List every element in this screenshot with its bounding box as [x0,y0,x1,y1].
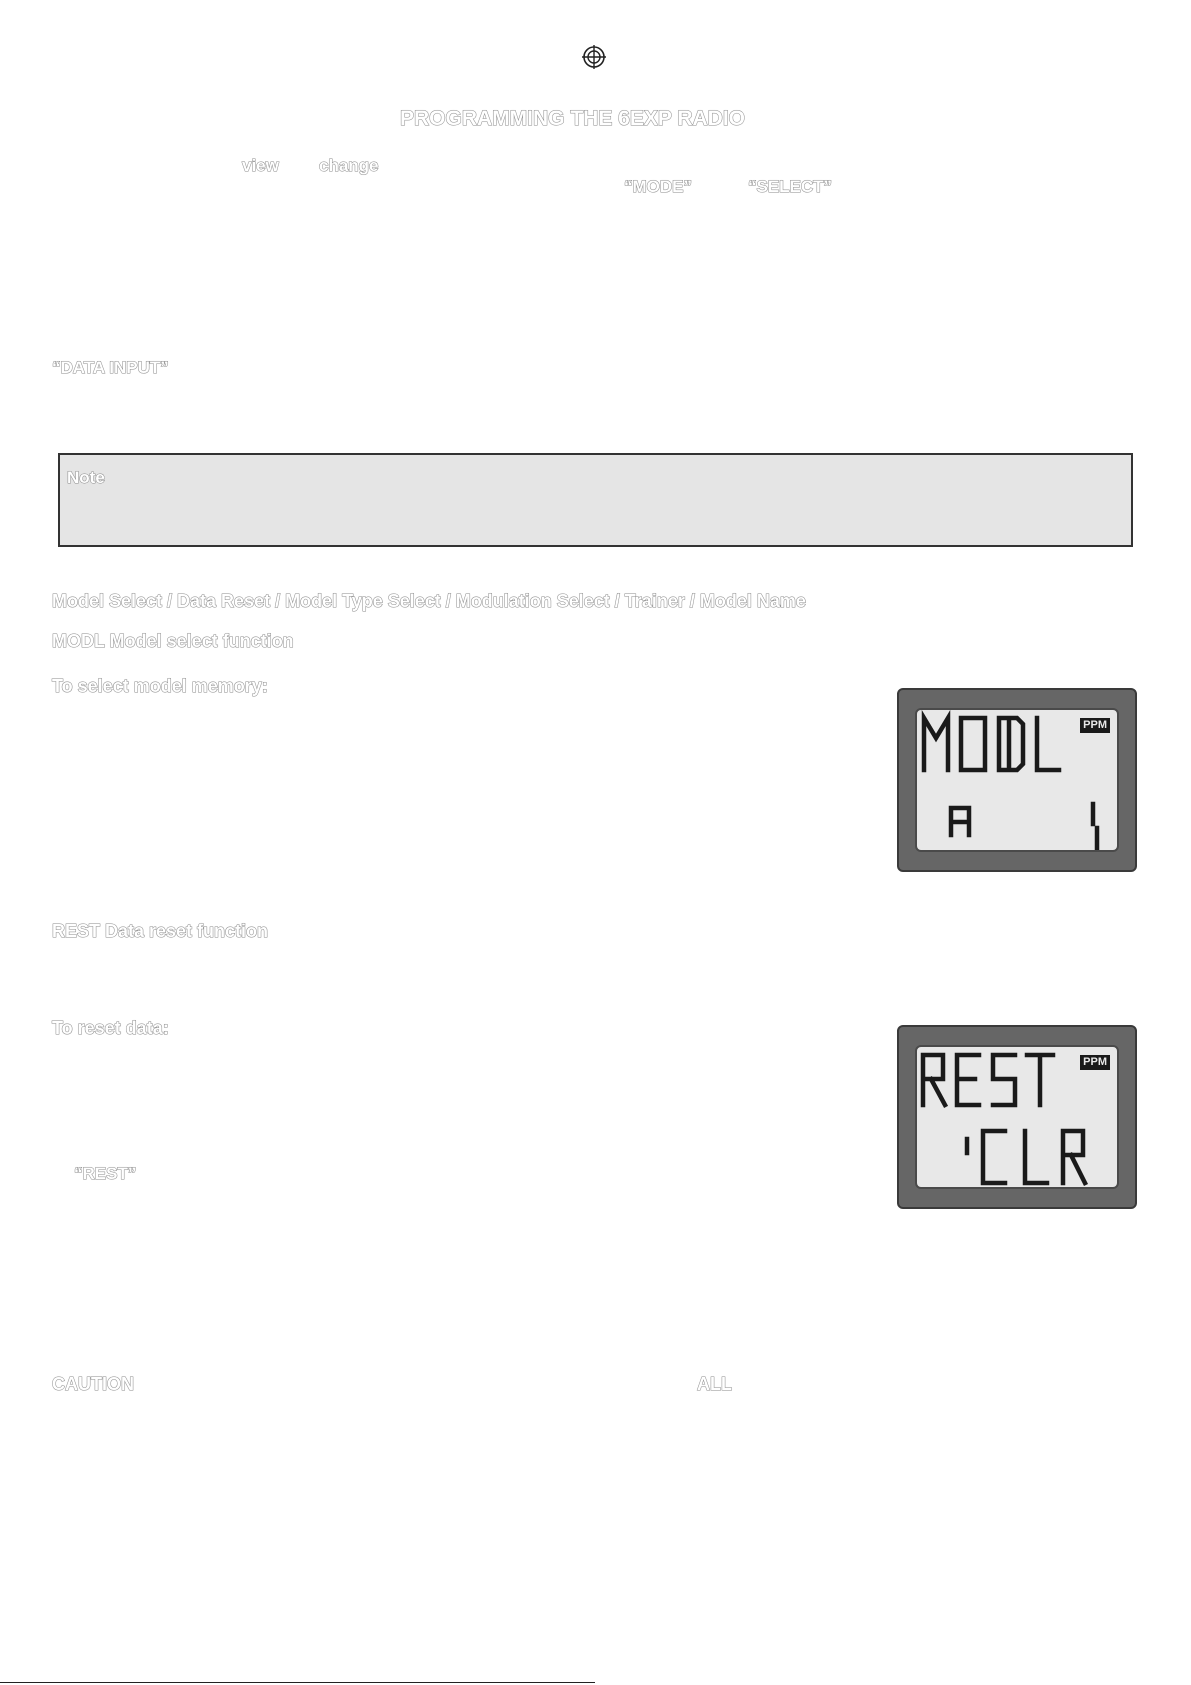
note-label: Note [67,468,105,487]
lcd-display-modl [897,688,1137,872]
intro-mode-term: “MODE” [624,177,692,196]
rest-inline-term: “REST” [74,1164,137,1183]
all-term: ALL [697,1374,732,1394]
lcd-screen [915,1045,1119,1189]
footer-rule [0,1682,595,1683]
page-title: PROGRAMMING THE 6EXP RADIO [400,107,745,130]
rest-heading: REST Data reset function [52,921,269,941]
intro-change-term: change [319,156,379,175]
modl-heading: MODL Model select function [52,631,294,651]
registration-mark-icon [581,44,607,70]
intro-select-term: “SELECT” [748,177,833,196]
ppm-badge: PPM [1080,1055,1110,1070]
note-box [58,453,1133,547]
data-input-term: “DATA INPUT” [52,358,169,377]
rest-subheading: To reset data: [52,1018,169,1038]
modl-subheading: To select model memory: [52,676,268,696]
intro-view-term: view [242,156,279,175]
caution-label: CAUTION [52,1374,134,1394]
lcd-screen [915,708,1119,852]
lcd-display-rest [897,1025,1137,1209]
section-function-list: Model Select / Data Reset / Model Type Select / Modulation Select / Trainer / Model Name [52,591,806,611]
ppm-badge: PPM [1080,718,1110,733]
